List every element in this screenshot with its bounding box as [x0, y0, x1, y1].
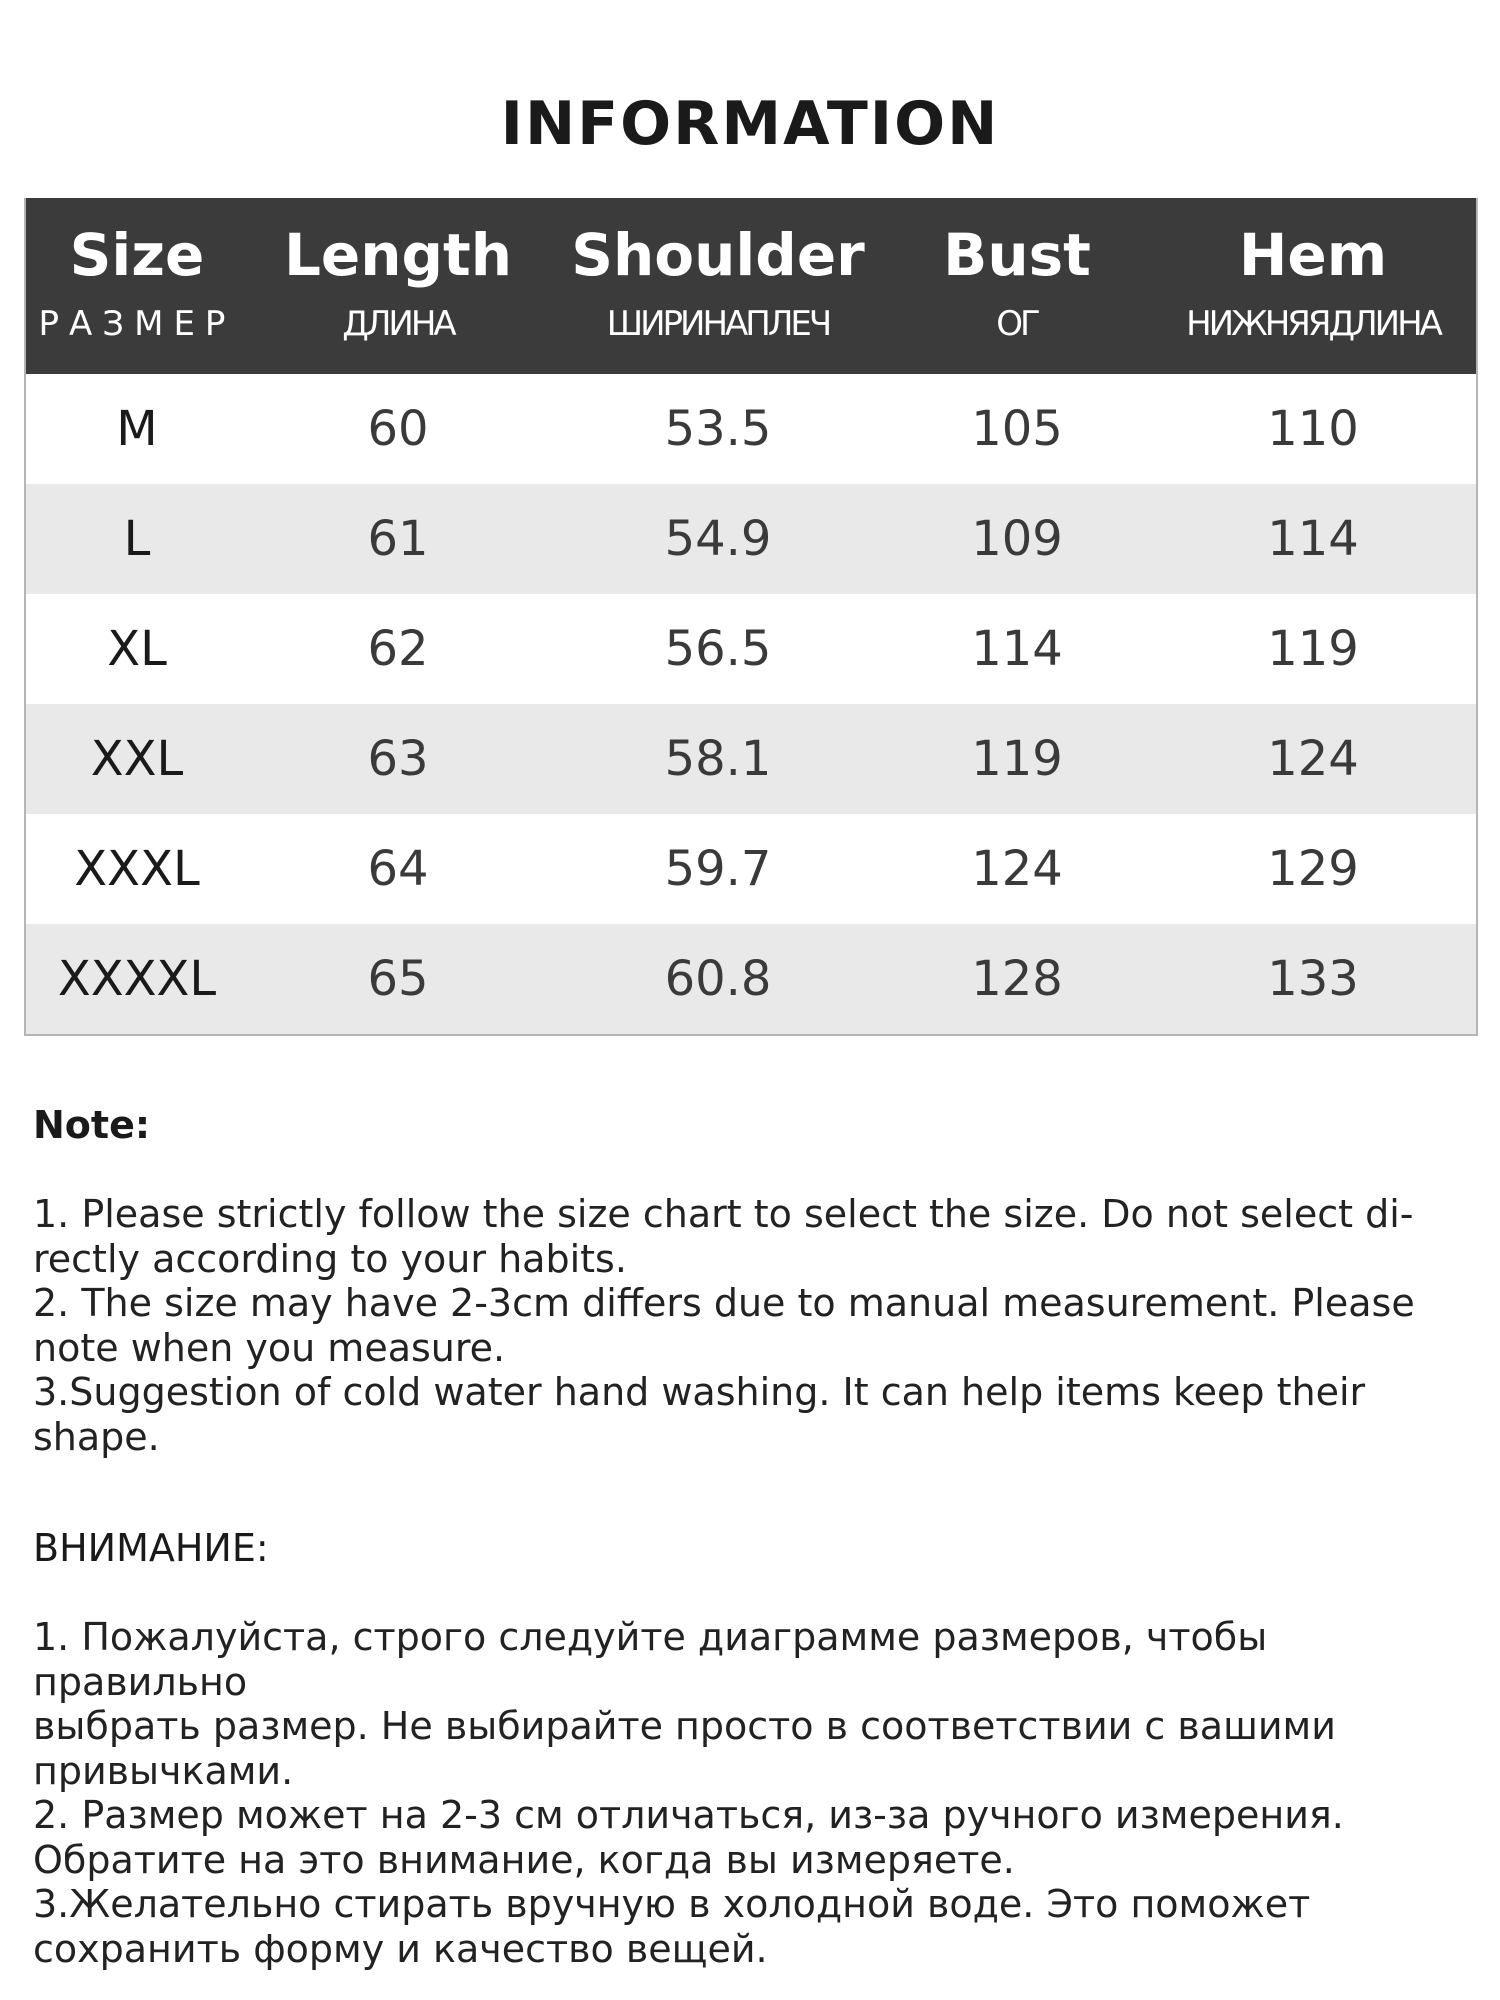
cell-length: 61	[367, 511, 429, 567]
page-title: INFORMATION	[500, 89, 1000, 159]
cell-length: 62	[367, 621, 429, 677]
note-line: Обратите на это внимание, когда вы измеряете.	[33, 1837, 1015, 1882]
note-line: привычками.	[33, 1748, 294, 1793]
table-row	[26, 374, 1476, 484]
header-size	[26, 198, 248, 374]
cell-hem: 119	[1267, 621, 1359, 677]
header-sublabel: ОГ	[996, 304, 1038, 344]
cell-length: 60	[367, 401, 429, 457]
note-line: сохранить форму и качество вещей.	[33, 1926, 768, 1971]
note-line: shape.	[33, 1414, 160, 1459]
notes-heading: ВНИМАНИЕ:	[33, 1526, 269, 1570]
note-line: 2. Размер может на 2-3 см отличаться, из-за ручного измерения.	[33, 1793, 1344, 1837]
cell-bust: 128	[971, 951, 1063, 1007]
cell-bust: 124	[971, 841, 1063, 897]
cell-length: 65	[367, 951, 429, 1007]
cell-size: XL	[107, 621, 167, 677]
table-row	[26, 814, 1476, 924]
cell-length: 63	[367, 731, 429, 787]
note-line: 3.Suggestion of cold water hand washing. It can help items keep their	[33, 1370, 1366, 1414]
table-row	[26, 594, 1476, 704]
header-sublabel: ШИРИНАПЛЕЧ	[606, 304, 830, 344]
cell-shoulder: 59.7	[664, 841, 772, 897]
cell-length: 64	[367, 841, 429, 897]
cell-bust: 114	[971, 621, 1063, 677]
cell-shoulder: 60.8	[664, 951, 772, 1007]
notes-heading: Note:	[33, 1103, 151, 1147]
cell-size: XXL	[90, 731, 184, 787]
note-line: rectly according to your habits.	[33, 1236, 627, 1281]
note-line: выбрать размер. Не выбирайте просто в соответствии с вашими	[33, 1704, 1336, 1748]
header-length	[248, 198, 548, 374]
cell-size: M	[116, 401, 158, 457]
table-row	[26, 924, 1476, 1034]
cell-bust: 119	[971, 731, 1063, 787]
note-line: 1. Please strictly follow the size chart to select the size. Do not select di-	[33, 1192, 1414, 1236]
header-label: Hem	[1238, 221, 1388, 289]
notes-english	[33, 1102, 1473, 1459]
cell-size: XXXXL	[57, 951, 217, 1007]
cell-hem: 129	[1267, 841, 1359, 897]
note-line: 1. Пожалуйста, строго следуйте диаграмме размеров, чтобы правильно	[33, 1615, 1268, 1704]
notes-list	[33, 1615, 1473, 1971]
header-shoulder	[548, 198, 888, 374]
cell-hem: 114	[1267, 511, 1359, 567]
cell-shoulder: 53.5	[664, 401, 772, 457]
cell-shoulder: 58.1	[664, 731, 772, 787]
header-bust	[888, 198, 1146, 374]
header-label: Shoulder	[571, 221, 865, 289]
note-line: note when you measure.	[33, 1325, 506, 1370]
cell-hem: 133	[1267, 951, 1359, 1007]
size-chart-table	[24, 198, 1478, 1036]
note-line: 3.Желательно стирать вручную в холодной воде. Это поможет	[33, 1882, 1311, 1926]
header-sublabel: РАЗМЕР	[38, 304, 236, 344]
cell-size: XXXL	[74, 841, 200, 897]
notes-russian	[33, 1525, 1473, 1971]
table-row	[26, 484, 1476, 594]
cell-bust: 109	[971, 511, 1063, 567]
notes-list	[33, 1192, 1473, 1459]
cell-bust: 105	[971, 401, 1063, 457]
table-header	[26, 198, 1476, 374]
cell-shoulder: 56.5	[664, 621, 772, 677]
cell-hem: 110	[1267, 401, 1359, 457]
table-row	[26, 704, 1476, 814]
cell-hem: 124	[1267, 731, 1359, 787]
header-label: Size	[69, 221, 205, 289]
header-sublabel: ДЛИНА	[342, 304, 454, 344]
header-label: Bust	[943, 221, 1091, 289]
header-sublabel: НИЖНЯЯДЛИНА	[1186, 304, 1440, 344]
header-label: Length	[283, 221, 513, 289]
cell-shoulder: 54.9	[664, 511, 772, 567]
header-hem	[1146, 198, 1480, 374]
cell-size: L	[123, 511, 151, 567]
note-line: 2. The size may have 2-3cm differs due to manual measurement. Please	[33, 1281, 1415, 1325]
